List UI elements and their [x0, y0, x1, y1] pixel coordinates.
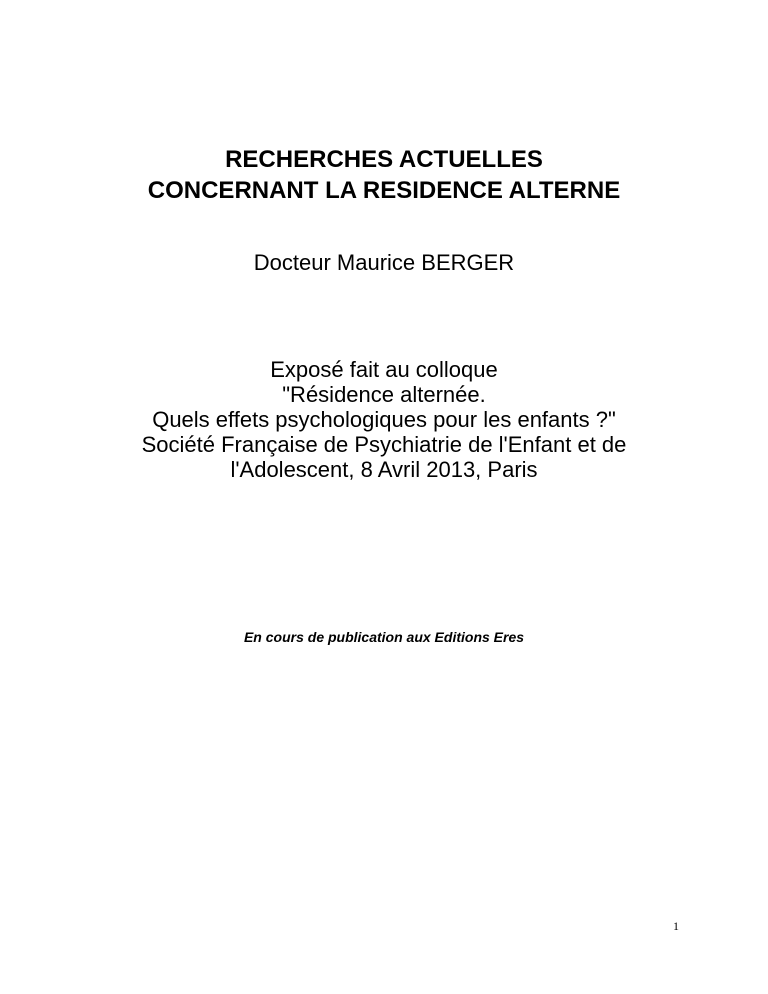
talk-line-3: Quels effets psychologiques pour les enfants ?" [152, 407, 616, 432]
author-name: Docteur Maurice BERGER [253, 250, 515, 275]
publication-note: En cours de publication aux Editions Eres [243, 629, 525, 645]
document-title [0, 144, 768, 206]
talk-line-4: Société Française de Psychiatrie de l'Enfant et de [141, 432, 627, 457]
title-line-1: RECHERCHES ACTUELLES [225, 146, 543, 173]
talk-line-5: l'Adolescent, 8 Avril 2013, Paris [230, 457, 538, 482]
page-number: 1 [673, 919, 679, 933]
talk-description [0, 357, 768, 482]
title-line-2: CONCERNANT LA RESIDENCE ALTERNE [147, 177, 621, 204]
talk-line-1: Exposé fait au colloque [270, 357, 498, 382]
talk-line-2: "Résidence alternée. [282, 382, 486, 407]
